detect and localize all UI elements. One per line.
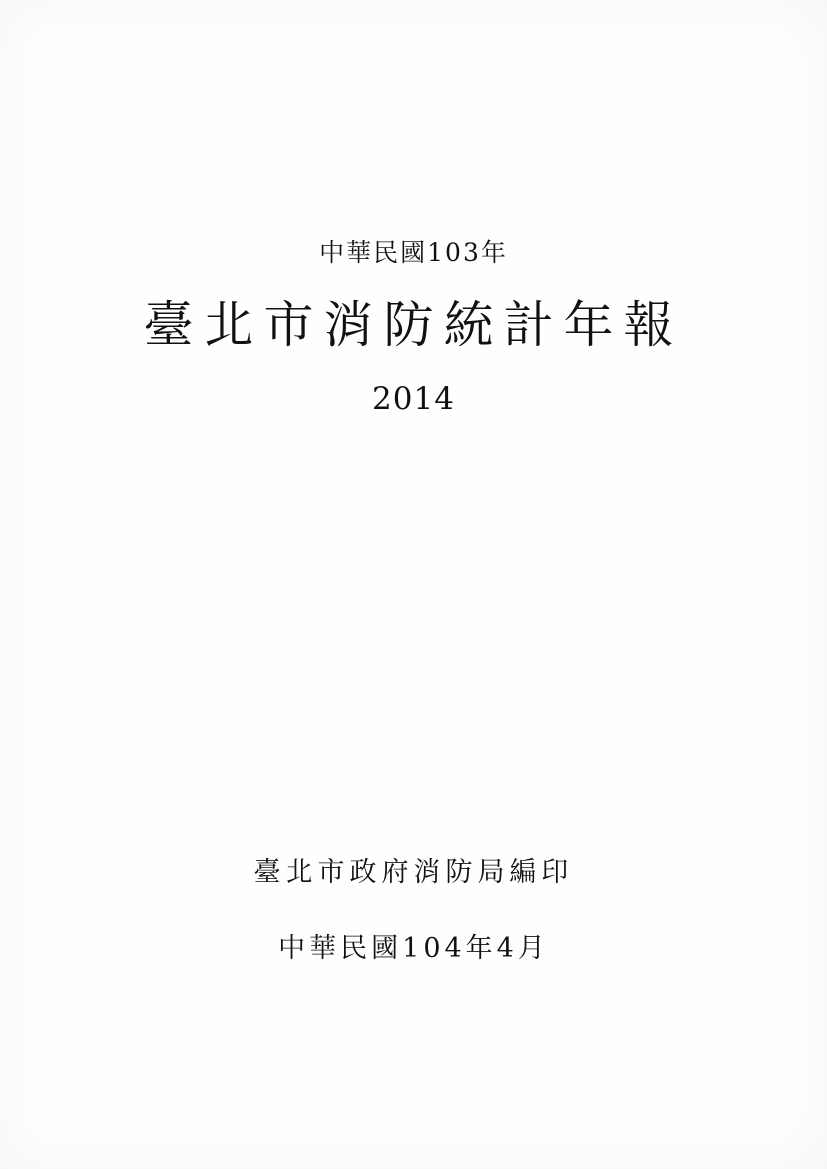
gregorian-year-label: 2014 xyxy=(372,380,455,417)
roc-year-heading: 中華民國103年 xyxy=(319,238,508,267)
publisher-block xyxy=(0,855,827,966)
publication-date-label: 中華民國104年4月 xyxy=(278,933,549,965)
page-title: 臺北市消防統計年報 xyxy=(143,296,684,354)
publisher-label: 臺北市政府消防局編印 xyxy=(253,857,574,888)
cover-title-block xyxy=(0,238,827,418)
